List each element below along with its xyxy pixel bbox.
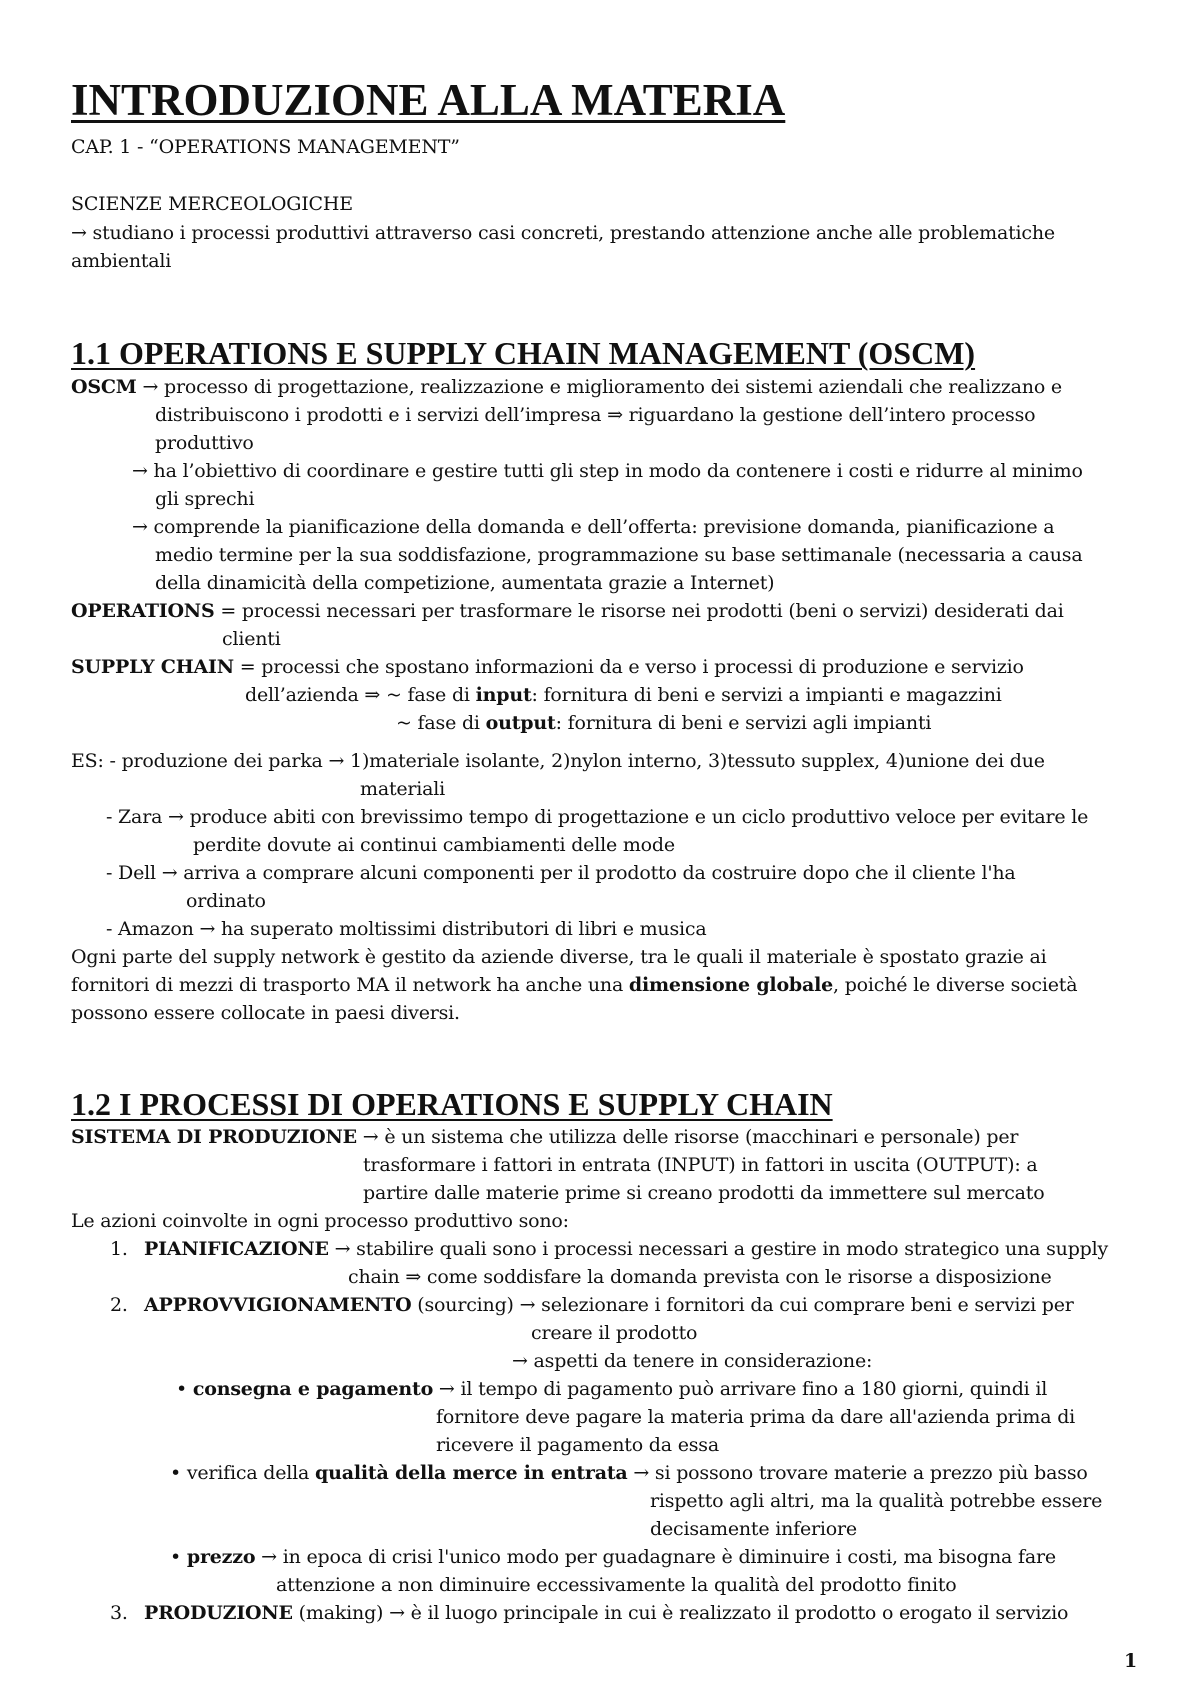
term-supply-chain: SUPPLY CHAIN	[71, 656, 234, 678]
section-heading-1-1: 1.1 OPERATIONS E SUPPLY CHAIN MANAGEMENT (OSCM)	[71, 335, 976, 371]
text-line: produttivo	[155, 432, 254, 454]
text-line	[71, 976, 1077, 995]
list-number: 2.	[110, 1294, 128, 1316]
text-line: possono essere collocate in paesi diversi.	[71, 1002, 460, 1024]
text-line: fornitore deve pagare la materia prima da dare all'azienda prima di	[436, 1406, 1076, 1428]
text-span: , poiché le diverse società	[833, 974, 1078, 996]
text-span: : fornitura di beni e servizi a impianti e magazzini	[531, 684, 1002, 706]
term-prezzo: prezzo	[186, 1546, 256, 1568]
text-line	[245, 686, 1002, 705]
text-line: → il tempo di pagamento può arrivare fino a 180 giorni, quindi il	[433, 1378, 1048, 1400]
example-line: - Zara → produce abiti con brevissimo tempo di progettazione e un ciclo produttivo veloce per evitare le	[106, 806, 1089, 828]
term-oscm: OSCM	[71, 376, 137, 398]
bullet: •	[176, 1378, 193, 1400]
text-line: decisamente inferiore	[650, 1518, 857, 1540]
text-span: dell’azienda ⇒ ~ fase di	[245, 684, 476, 706]
term-produzione: PRODUZIONE	[144, 1602, 293, 1624]
term-qualita-merce: qualità della merce in entrata	[315, 1462, 628, 1484]
intro-line: ambientali	[71, 250, 172, 272]
example-line: ES: - produzione dei parka → 1)materiale isolante, 2)nylon interno, 3)tessuto supplex, 4)unione dei due	[71, 750, 1045, 772]
section-heading-1-2: 1.2 I PROCESSI DI OPERATIONS E SUPPLY CHAIN	[71, 1086, 833, 1122]
text-span: : fornitura di beni e servizi agli impianti	[555, 712, 932, 734]
example-line: materiali	[360, 778, 446, 800]
text-line: clienti	[222, 628, 281, 650]
text-line: ricevere il pagamento da essa	[436, 1434, 719, 1456]
term-sistema-produzione: SISTEMA DI PRODUZIONE	[71, 1126, 357, 1148]
list-item	[144, 1604, 1068, 1623]
text-line	[396, 714, 931, 733]
text-line: rispetto agli altri, ma la qualità potrebbe essere	[650, 1490, 1103, 1512]
bullet-item	[170, 1464, 1088, 1483]
text-line: → comprende la pianificazione della domanda e dell’offerta: previsione domanda, pianificazione a	[132, 516, 1055, 538]
term-input: input	[475, 684, 532, 706]
text-line: della dinamicità della competizione, aumentata grazie a Internet)	[155, 572, 775, 594]
term-operations: OPERATIONS	[71, 600, 215, 622]
list-item	[144, 1296, 1074, 1315]
bullet-item	[170, 1548, 1056, 1567]
bullet-item	[176, 1380, 1047, 1399]
text-line: partire dalle materie prime si creano prodotti da immettere sul mercato	[363, 1182, 1045, 1204]
term-dimensione-globale: dimensione globale	[628, 974, 834, 996]
bullet: • verifica della	[170, 1462, 316, 1484]
term-approvvigionamento: APPROVVIGIONAMENTO	[144, 1294, 412, 1316]
text-line: → aspetti da tenere in considerazione:	[512, 1350, 873, 1372]
text-line: attenzione a non diminuire eccessivamente la qualità del prodotto finito	[276, 1574, 957, 1596]
text-line: chain ⇒ come soddisfare la domanda prevista con le risorse a disposizione	[348, 1266, 1052, 1288]
example-line: ordinato	[186, 890, 266, 912]
text-line: (sourcing) → selezionare i fornitori da cui comprare beni e servizi per	[411, 1294, 1074, 1316]
text-line: medio termine per la sua soddisfazione, programmazione su base settimanale (necessaria a causa	[155, 544, 1083, 566]
term-consegna-pagamento: consegna e pagamento	[192, 1378, 434, 1400]
bullet: •	[170, 1546, 187, 1568]
list-number: 3.	[110, 1602, 128, 1624]
intro-line: → studiano i processi produttivi attraverso casi concreti, prestando attenzione anche alle problematiche	[71, 222, 1055, 244]
text-line: creare il prodotto	[531, 1322, 698, 1344]
text-line: → in epoca di crisi l'unico modo per guadagnare è diminuire i costi, ma bisogna fare	[255, 1546, 1056, 1568]
operations-definition	[71, 602, 1064, 621]
text-line: → è un sistema che utilizza delle risorse (macchinari e personale) per	[356, 1126, 1019, 1148]
example-line: - Dell → arriva a comprare alcuni componenti per il prodotto da costruire dopo che il cliente l'ha	[106, 862, 1016, 884]
list-item	[144, 1240, 1108, 1259]
text-line: Ogni parte del supply network è gestito da aziende diverse, tra le quali il materiale è spostato grazie ai	[71, 946, 1047, 968]
term-output: output	[485, 712, 556, 734]
text-line: → si possono trovare materie a prezzo più basso	[627, 1462, 1088, 1484]
sistema-produzione-definition	[71, 1128, 1018, 1147]
text-line: Le azioni coinvolte in ogni processo produttivo sono:	[71, 1210, 569, 1232]
oscm-definition	[71, 378, 1062, 397]
example-line: - Amazon → ha superato moltissimi distributori di libri e musica	[106, 918, 707, 940]
text-line: distribuiscono i prodotti e i servizi dell’impresa ⇒ riguardano la gestione dell’intero processo	[155, 404, 1036, 426]
text-line: → processo di progettazione, realizzazione e miglioramento dei sistemi aziendali che realizzano e	[136, 376, 1062, 398]
example-line: perdite dovute ai continui cambiamenti delle mode	[193, 834, 675, 856]
text-line: gli sprechi	[155, 488, 255, 510]
term-pianificazione: PIANIFICAZIONE	[144, 1238, 329, 1260]
text-span: fornitori di mezzi di trasporto MA il network ha anche una	[71, 974, 629, 996]
list-number: 1.	[110, 1238, 128, 1260]
supply-chain-definition	[71, 658, 1024, 677]
chapter-subtitle: CAP. 1 - “OPERATIONS MANAGEMENT”	[71, 136, 460, 158]
text-line: = processi necessari per trasformare le risorse nei prodotti (beni o servizi) desiderati dai	[214, 600, 1064, 622]
intro-heading: SCIENZE MERCEOLOGICHE	[71, 193, 353, 215]
text-line: → stabilire quali sono i processi necessari a gestire in modo strategico una supply	[328, 1238, 1109, 1260]
document-title: INTRODUZIONE ALLA MATERIA	[71, 75, 786, 125]
text-line: → ha l’obiettivo di coordinare e gestire tutti gli step in modo da contenere i costi e ridurre al minimo	[132, 460, 1083, 482]
text-line: trasformare i fattori in entrata (INPUT) in fattori in uscita (OUTPUT): a	[363, 1154, 1038, 1176]
text-line: = processi che spostano informazioni da e verso i processi di produzione e servizio	[233, 656, 1024, 678]
page-number: 1	[1124, 1650, 1138, 1672]
text-span: ~ fase di	[396, 712, 486, 734]
text-line: (making) → è il luogo principale in cui è realizzato il prodotto o erogato il servizio	[292, 1602, 1069, 1624]
